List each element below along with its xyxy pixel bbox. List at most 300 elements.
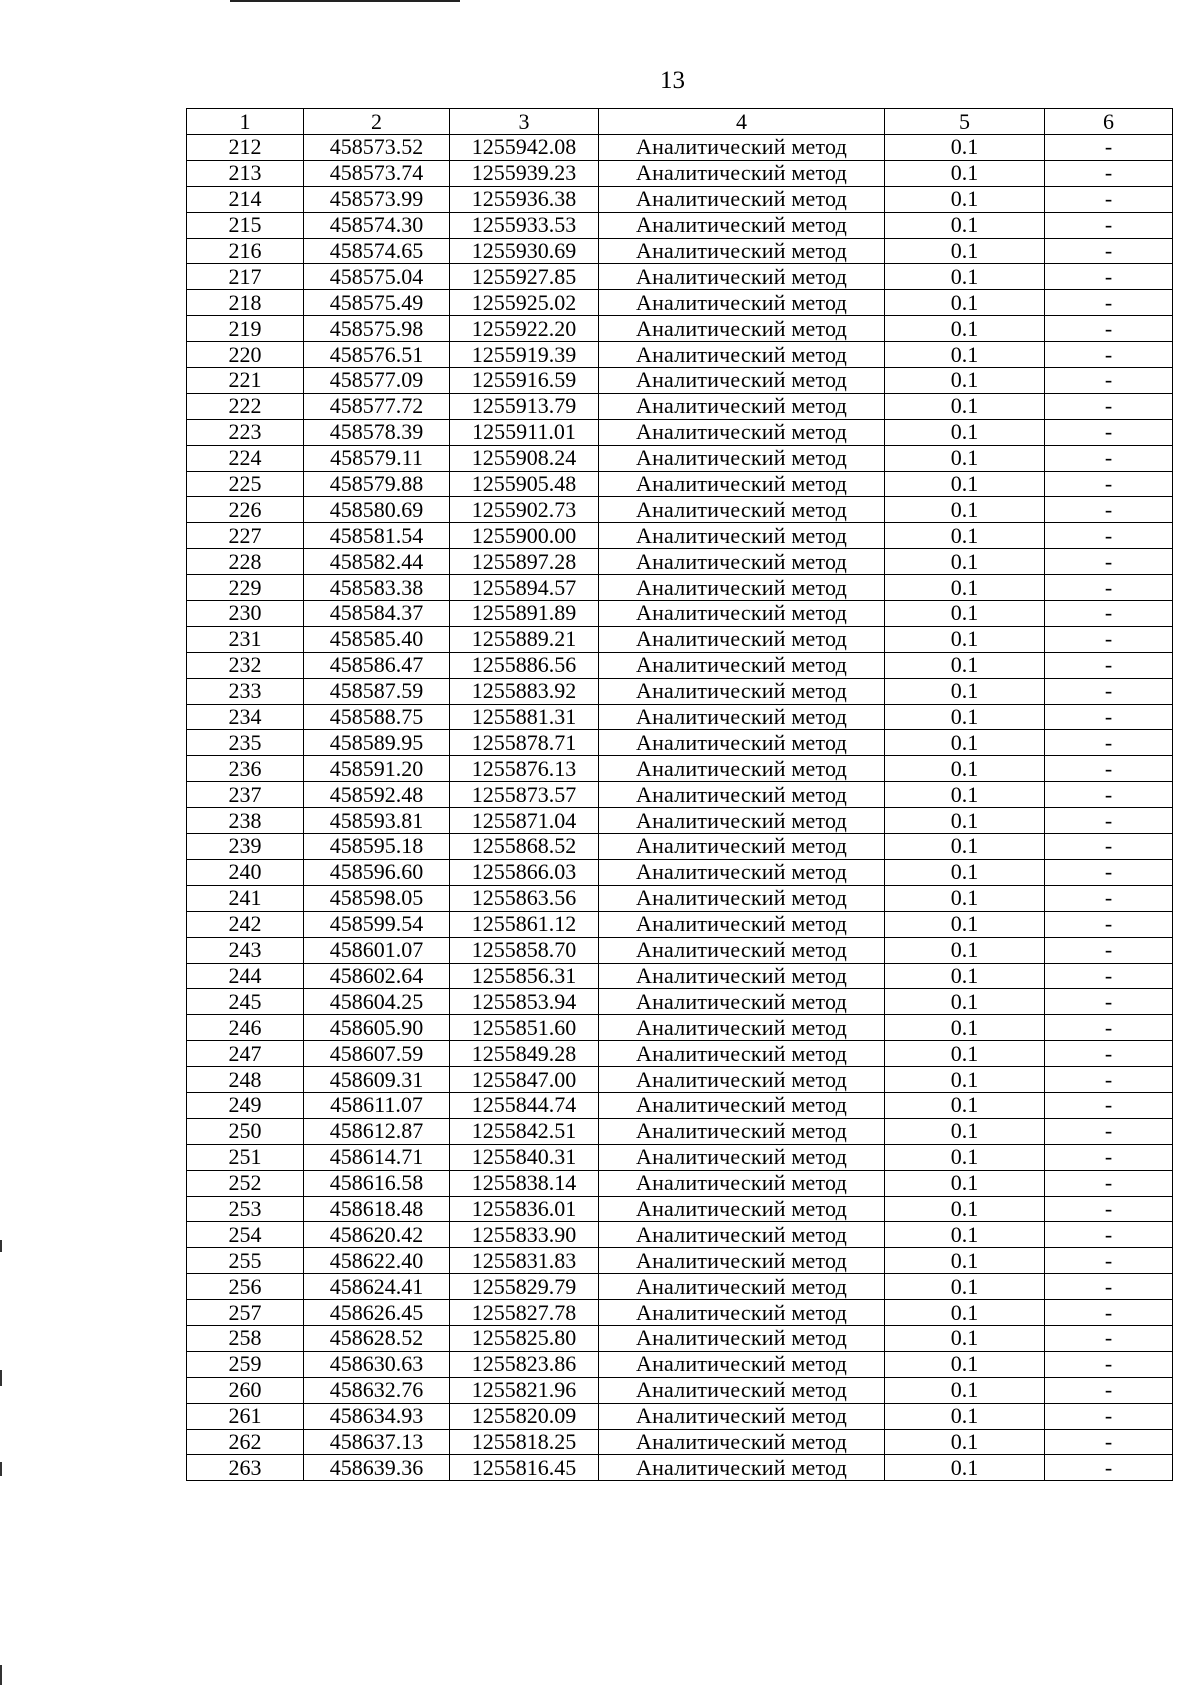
method-cell: Аналитический метод <box>599 368 885 394</box>
accuracy-cell: 0.1 <box>885 290 1045 316</box>
note-cell: - <box>1045 212 1173 238</box>
y-coordinate-cell: 1255922.20 <box>450 316 599 342</box>
margin-scan-mark <box>0 1370 2 1386</box>
accuracy-cell: 0.1 <box>885 264 1045 290</box>
point-number-cell: 257 <box>187 1300 304 1326</box>
accuracy-cell: 0.1 <box>885 859 1045 885</box>
accuracy-cell: 0.1 <box>885 601 1045 627</box>
note-cell: - <box>1045 471 1173 497</box>
note-cell: - <box>1045 497 1173 523</box>
accuracy-cell: 0.1 <box>885 1403 1045 1429</box>
note-cell: - <box>1045 1429 1173 1455</box>
point-number-cell: 218 <box>187 290 304 316</box>
x-coordinate-cell: 458598.05 <box>304 885 450 911</box>
table-row <box>187 1274 1173 1300</box>
point-number-cell: 228 <box>187 549 304 575</box>
note-cell: - <box>1045 652 1173 678</box>
y-coordinate-cell: 1255902.73 <box>450 497 599 523</box>
table-row <box>187 1403 1173 1429</box>
method-cell: Аналитический метод <box>599 885 885 911</box>
note-cell: - <box>1045 1118 1173 1144</box>
y-coordinate-cell: 1255842.51 <box>450 1118 599 1144</box>
note-cell: - <box>1045 989 1173 1015</box>
note-cell: - <box>1045 756 1173 782</box>
table-row <box>187 523 1173 549</box>
method-cell: Аналитический метод <box>599 937 885 963</box>
method-cell: Аналитический метод <box>599 238 885 264</box>
point-number-cell: 238 <box>187 808 304 834</box>
x-coordinate-cell: 458637.13 <box>304 1429 450 1455</box>
margin-scan-mark <box>0 1240 2 1252</box>
note-cell: - <box>1045 393 1173 419</box>
accuracy-cell: 0.1 <box>885 1351 1045 1377</box>
note-cell: - <box>1045 1300 1173 1326</box>
method-cell: Аналитический метод <box>599 290 885 316</box>
method-cell: Аналитический метод <box>599 1455 885 1481</box>
point-number-cell: 254 <box>187 1222 304 1248</box>
accuracy-cell: 0.1 <box>885 704 1045 730</box>
table-row <box>187 834 1173 860</box>
method-cell: Аналитический метод <box>599 264 885 290</box>
point-number-cell: 260 <box>187 1377 304 1403</box>
y-coordinate-cell: 1255881.31 <box>450 704 599 730</box>
note-cell: - <box>1045 1325 1173 1351</box>
x-coordinate-cell: 458588.75 <box>304 704 450 730</box>
accuracy-cell: 0.1 <box>885 1429 1045 1455</box>
accuracy-cell: 0.1 <box>885 1041 1045 1067</box>
accuracy-cell: 0.1 <box>885 808 1045 834</box>
y-coordinate-cell: 1255900.00 <box>450 523 599 549</box>
x-coordinate-cell: 458618.48 <box>304 1196 450 1222</box>
table-row <box>187 1041 1173 1067</box>
method-cell: Аналитический метод <box>599 782 885 808</box>
method-cell: Аналитический метод <box>599 678 885 704</box>
point-number-cell: 221 <box>187 368 304 394</box>
point-number-cell: 249 <box>187 1092 304 1118</box>
note-cell: - <box>1045 290 1173 316</box>
note-cell: - <box>1045 1455 1173 1481</box>
note-cell: - <box>1045 1403 1173 1429</box>
accuracy-cell: 0.1 <box>885 885 1045 911</box>
method-cell: Аналитический метод <box>599 1403 885 1429</box>
note-cell: - <box>1045 859 1173 885</box>
x-coordinate-cell: 458611.07 <box>304 1092 450 1118</box>
method-cell: Аналитический метод <box>599 911 885 937</box>
accuracy-cell: 0.1 <box>885 445 1045 471</box>
point-number-cell: 261 <box>187 1403 304 1429</box>
note-cell: - <box>1045 678 1173 704</box>
x-coordinate-cell: 458574.30 <box>304 212 450 238</box>
x-coordinate-cell: 458616.58 <box>304 1170 450 1196</box>
note-cell: - <box>1045 238 1173 264</box>
table-row <box>187 1118 1173 1144</box>
method-cell: Аналитический метод <box>599 1248 885 1274</box>
note-cell: - <box>1045 885 1173 911</box>
note-cell: - <box>1045 601 1173 627</box>
x-coordinate-cell: 458595.18 <box>304 834 450 860</box>
y-coordinate-cell: 1255886.56 <box>450 652 599 678</box>
column-header: 6 <box>1045 109 1173 135</box>
table-row <box>187 497 1173 523</box>
table-row <box>187 135 1173 161</box>
table-body <box>187 135 1173 1481</box>
x-coordinate-cell: 458632.76 <box>304 1377 450 1403</box>
coordinates-table <box>186 108 1173 1481</box>
accuracy-cell: 0.1 <box>885 1067 1045 1093</box>
accuracy-cell: 0.1 <box>885 1377 1045 1403</box>
note-cell: - <box>1045 1377 1173 1403</box>
y-coordinate-cell: 1255889.21 <box>450 626 599 652</box>
table-row <box>187 1248 1173 1274</box>
table-row <box>187 963 1173 989</box>
method-cell: Аналитический метод <box>599 393 885 419</box>
x-coordinate-cell: 458596.60 <box>304 859 450 885</box>
table-row <box>187 1377 1173 1403</box>
table-row <box>187 1015 1173 1041</box>
note-cell: - <box>1045 1041 1173 1067</box>
point-number-cell: 255 <box>187 1248 304 1274</box>
method-cell: Аналитический метод <box>599 160 885 186</box>
table-row <box>187 601 1173 627</box>
table-row <box>187 1325 1173 1351</box>
y-coordinate-cell: 1255840.31 <box>450 1144 599 1170</box>
x-coordinate-cell: 458573.52 <box>304 135 450 161</box>
point-number-cell: 245 <box>187 989 304 1015</box>
table-row <box>187 1222 1173 1248</box>
x-coordinate-cell: 458593.81 <box>304 808 450 834</box>
accuracy-cell: 0.1 <box>885 937 1045 963</box>
y-coordinate-cell: 1255836.01 <box>450 1196 599 1222</box>
y-coordinate-cell: 1255897.28 <box>450 549 599 575</box>
note-cell: - <box>1045 782 1173 808</box>
margin-scan-mark <box>0 1665 2 1685</box>
method-cell: Аналитический метод <box>599 1274 885 1300</box>
note-cell: - <box>1045 445 1173 471</box>
y-coordinate-cell: 1255853.94 <box>450 989 599 1015</box>
y-coordinate-cell: 1255876.13 <box>450 756 599 782</box>
x-coordinate-cell: 458602.64 <box>304 963 450 989</box>
accuracy-cell: 0.1 <box>885 1144 1045 1170</box>
point-number-cell: 244 <box>187 963 304 989</box>
page-number: 13 <box>660 67 685 94</box>
x-coordinate-cell: 458607.59 <box>304 1041 450 1067</box>
point-number-cell: 214 <box>187 186 304 212</box>
note-cell: - <box>1045 316 1173 342</box>
accuracy-cell: 0.1 <box>885 1196 1045 1222</box>
note-cell: - <box>1045 1170 1173 1196</box>
note-cell: - <box>1045 1015 1173 1041</box>
point-number-cell: 215 <box>187 212 304 238</box>
accuracy-cell: 0.1 <box>885 756 1045 782</box>
accuracy-cell: 0.1 <box>885 135 1045 161</box>
accuracy-cell: 0.1 <box>885 626 1045 652</box>
point-number-cell: 231 <box>187 626 304 652</box>
point-number-cell: 243 <box>187 937 304 963</box>
accuracy-cell: 0.1 <box>885 471 1045 497</box>
y-coordinate-cell: 1255863.56 <box>450 885 599 911</box>
y-coordinate-cell: 1255925.02 <box>450 290 599 316</box>
header-row <box>187 109 1173 135</box>
table-row <box>187 342 1173 368</box>
y-coordinate-cell: 1255827.78 <box>450 1300 599 1326</box>
accuracy-cell: 0.1 <box>885 1455 1045 1481</box>
x-coordinate-cell: 458634.93 <box>304 1403 450 1429</box>
y-coordinate-cell: 1255851.60 <box>450 1015 599 1041</box>
method-cell: Аналитический метод <box>599 859 885 885</box>
table-row <box>187 1092 1173 1118</box>
y-coordinate-cell: 1255847.00 <box>450 1067 599 1093</box>
point-number-cell: 236 <box>187 756 304 782</box>
y-coordinate-cell: 1255939.23 <box>450 160 599 186</box>
x-coordinate-cell: 458587.59 <box>304 678 450 704</box>
point-number-cell: 233 <box>187 678 304 704</box>
x-coordinate-cell: 458592.48 <box>304 782 450 808</box>
x-coordinate-cell: 458582.44 <box>304 549 450 575</box>
y-coordinate-cell: 1255821.96 <box>450 1377 599 1403</box>
point-number-cell: 229 <box>187 575 304 601</box>
point-number-cell: 220 <box>187 342 304 368</box>
x-coordinate-cell: 458580.69 <box>304 497 450 523</box>
method-cell: Аналитический метод <box>599 497 885 523</box>
y-coordinate-cell: 1255908.24 <box>450 445 599 471</box>
table-row <box>187 393 1173 419</box>
x-coordinate-cell: 458575.49 <box>304 290 450 316</box>
x-coordinate-cell: 458591.20 <box>304 756 450 782</box>
point-number-cell: 253 <box>187 1196 304 1222</box>
table-row <box>187 212 1173 238</box>
point-number-cell: 219 <box>187 316 304 342</box>
table-row <box>187 1351 1173 1377</box>
accuracy-cell: 0.1 <box>885 575 1045 601</box>
y-coordinate-cell: 1255833.90 <box>450 1222 599 1248</box>
method-cell: Аналитический метод <box>599 652 885 678</box>
point-number-cell: 246 <box>187 1015 304 1041</box>
method-cell: Аналитический метод <box>599 730 885 756</box>
method-cell: Аналитический метод <box>599 1015 885 1041</box>
x-coordinate-cell: 458589.95 <box>304 730 450 756</box>
table-row <box>187 1144 1173 1170</box>
y-coordinate-cell: 1255849.28 <box>450 1041 599 1067</box>
y-coordinate-cell: 1255933.53 <box>450 212 599 238</box>
point-number-cell: 258 <box>187 1325 304 1351</box>
point-number-cell: 256 <box>187 1274 304 1300</box>
method-cell: Аналитический метод <box>599 1351 885 1377</box>
table-row <box>187 1067 1173 1093</box>
y-coordinate-cell: 1255825.80 <box>450 1325 599 1351</box>
note-cell: - <box>1045 626 1173 652</box>
table-row <box>187 316 1173 342</box>
table-row <box>187 808 1173 834</box>
point-number-cell: 239 <box>187 834 304 860</box>
table-row <box>187 859 1173 885</box>
column-header: 3 <box>450 109 599 135</box>
method-cell: Аналитический метод <box>599 445 885 471</box>
point-number-cell: 251 <box>187 1144 304 1170</box>
y-coordinate-cell: 1255930.69 <box>450 238 599 264</box>
y-coordinate-cell: 1255868.52 <box>450 834 599 860</box>
x-coordinate-cell: 458584.37 <box>304 601 450 627</box>
note-cell: - <box>1045 1222 1173 1248</box>
method-cell: Аналитический метод <box>599 1118 885 1144</box>
note-cell: - <box>1045 419 1173 445</box>
x-coordinate-cell: 458573.74 <box>304 160 450 186</box>
y-coordinate-cell: 1255873.57 <box>450 782 599 808</box>
point-number-cell: 230 <box>187 601 304 627</box>
x-coordinate-cell: 458579.88 <box>304 471 450 497</box>
table-row <box>187 626 1173 652</box>
table-header <box>187 109 1173 135</box>
accuracy-cell: 0.1 <box>885 1300 1045 1326</box>
method-cell: Аналитический метод <box>599 963 885 989</box>
table-row <box>187 238 1173 264</box>
point-number-cell: 263 <box>187 1455 304 1481</box>
x-coordinate-cell: 458574.65 <box>304 238 450 264</box>
point-number-cell: 232 <box>187 652 304 678</box>
y-coordinate-cell: 1255927.85 <box>450 264 599 290</box>
method-cell: Аналитический метод <box>599 1067 885 1093</box>
method-cell: Аналитический метод <box>599 1429 885 1455</box>
y-coordinate-cell: 1255883.92 <box>450 678 599 704</box>
method-cell: Аналитический метод <box>599 523 885 549</box>
method-cell: Аналитический метод <box>599 1325 885 1351</box>
x-coordinate-cell: 458577.72 <box>304 393 450 419</box>
method-cell: Аналитический метод <box>599 419 885 445</box>
accuracy-cell: 0.1 <box>885 393 1045 419</box>
y-coordinate-cell: 1255823.86 <box>450 1351 599 1377</box>
y-coordinate-cell: 1255829.79 <box>450 1274 599 1300</box>
x-coordinate-cell: 458624.41 <box>304 1274 450 1300</box>
y-coordinate-cell: 1255856.31 <box>450 963 599 989</box>
table-row <box>187 419 1173 445</box>
method-cell: Аналитический метод <box>599 989 885 1015</box>
point-number-cell: 213 <box>187 160 304 186</box>
method-cell: Аналитический метод <box>599 1170 885 1196</box>
point-number-cell: 212 <box>187 135 304 161</box>
x-coordinate-cell: 458620.42 <box>304 1222 450 1248</box>
method-cell: Аналитический метод <box>599 342 885 368</box>
point-number-cell: 252 <box>187 1170 304 1196</box>
x-coordinate-cell: 458585.40 <box>304 626 450 652</box>
table-row <box>187 782 1173 808</box>
x-coordinate-cell: 458586.47 <box>304 652 450 678</box>
method-cell: Аналитический метод <box>599 1222 885 1248</box>
accuracy-cell: 0.1 <box>885 1325 1045 1351</box>
method-cell: Аналитический метод <box>599 471 885 497</box>
x-coordinate-cell: 458628.52 <box>304 1325 450 1351</box>
note-cell: - <box>1045 1351 1173 1377</box>
note-cell: - <box>1045 1248 1173 1274</box>
method-cell: Аналитический метод <box>599 601 885 627</box>
note-cell: - <box>1045 549 1173 575</box>
table-row <box>187 575 1173 601</box>
method-cell: Аналитический метод <box>599 316 885 342</box>
note-cell: - <box>1045 730 1173 756</box>
accuracy-cell: 0.1 <box>885 989 1045 1015</box>
x-coordinate-cell: 458612.87 <box>304 1118 450 1144</box>
y-coordinate-cell: 1255911.01 <box>450 419 599 445</box>
table-row <box>187 704 1173 730</box>
accuracy-cell: 0.1 <box>885 368 1045 394</box>
table-row <box>187 989 1173 1015</box>
y-coordinate-cell: 1255820.09 <box>450 1403 599 1429</box>
note-cell: - <box>1045 704 1173 730</box>
point-number-cell: 227 <box>187 523 304 549</box>
note-cell: - <box>1045 1067 1173 1093</box>
y-coordinate-cell: 1255818.25 <box>450 1429 599 1455</box>
y-coordinate-cell: 1255831.83 <box>450 1248 599 1274</box>
note-cell: - <box>1045 575 1173 601</box>
point-number-cell: 222 <box>187 393 304 419</box>
method-cell: Аналитический метод <box>599 704 885 730</box>
x-coordinate-cell: 458609.31 <box>304 1067 450 1093</box>
y-coordinate-cell: 1255816.45 <box>450 1455 599 1481</box>
table-row <box>187 186 1173 212</box>
method-cell: Аналитический метод <box>599 834 885 860</box>
accuracy-cell: 0.1 <box>885 419 1045 445</box>
note-cell: - <box>1045 135 1173 161</box>
y-coordinate-cell: 1255942.08 <box>450 135 599 161</box>
accuracy-cell: 0.1 <box>885 678 1045 704</box>
table-row <box>187 1170 1173 1196</box>
y-coordinate-cell: 1255858.70 <box>450 937 599 963</box>
note-cell: - <box>1045 523 1173 549</box>
note-cell: - <box>1045 834 1173 860</box>
table-row <box>187 368 1173 394</box>
note-cell: - <box>1045 1196 1173 1222</box>
x-coordinate-cell: 458639.36 <box>304 1455 450 1481</box>
accuracy-cell: 0.1 <box>885 782 1045 808</box>
accuracy-cell: 0.1 <box>885 523 1045 549</box>
table-row <box>187 937 1173 963</box>
x-coordinate-cell: 458626.45 <box>304 1300 450 1326</box>
x-coordinate-cell: 458578.39 <box>304 419 450 445</box>
x-coordinate-cell: 458576.51 <box>304 342 450 368</box>
table-row <box>187 911 1173 937</box>
table-row <box>187 1429 1173 1455</box>
point-number-cell: 217 <box>187 264 304 290</box>
accuracy-cell: 0.1 <box>885 1015 1045 1041</box>
accuracy-cell: 0.1 <box>885 834 1045 860</box>
method-cell: Аналитический метод <box>599 1377 885 1403</box>
note-cell: - <box>1045 368 1173 394</box>
top-scan-rule <box>230 0 460 2</box>
point-number-cell: 250 <box>187 1118 304 1144</box>
accuracy-cell: 0.1 <box>885 497 1045 523</box>
point-number-cell: 223 <box>187 419 304 445</box>
table-row <box>187 1196 1173 1222</box>
note-cell: - <box>1045 963 1173 989</box>
y-coordinate-cell: 1255871.04 <box>450 808 599 834</box>
table-row <box>187 471 1173 497</box>
point-number-cell: 226 <box>187 497 304 523</box>
point-number-cell: 240 <box>187 859 304 885</box>
y-coordinate-cell: 1255891.89 <box>450 601 599 627</box>
accuracy-cell: 0.1 <box>885 730 1045 756</box>
point-number-cell: 248 <box>187 1067 304 1093</box>
point-number-cell: 237 <box>187 782 304 808</box>
table-row <box>187 885 1173 911</box>
y-coordinate-cell: 1255866.03 <box>450 859 599 885</box>
column-header: 4 <box>599 109 885 135</box>
x-coordinate-cell: 458630.63 <box>304 1351 450 1377</box>
y-coordinate-cell: 1255844.74 <box>450 1092 599 1118</box>
table-row <box>187 1455 1173 1481</box>
margin-scan-mark <box>0 1462 2 1476</box>
note-cell: - <box>1045 808 1173 834</box>
x-coordinate-cell: 458604.25 <box>304 989 450 1015</box>
y-coordinate-cell: 1255838.14 <box>450 1170 599 1196</box>
x-coordinate-cell: 458614.71 <box>304 1144 450 1170</box>
